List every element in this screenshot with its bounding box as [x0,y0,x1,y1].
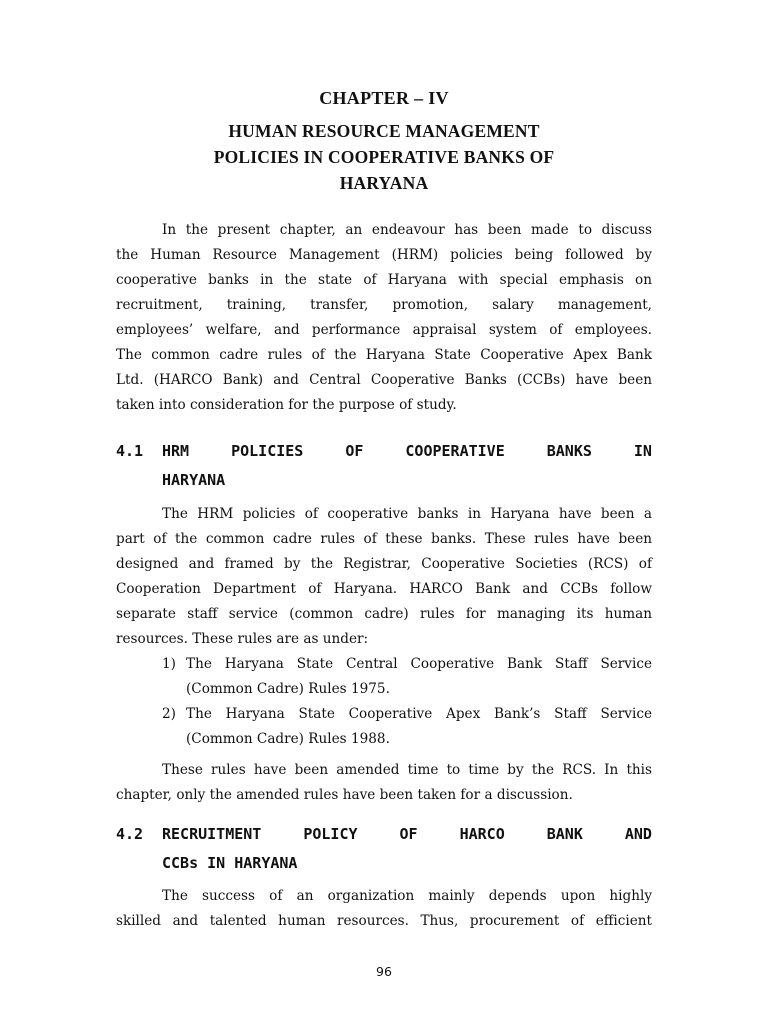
chapter-label: CHAPTER – IV [319,88,449,108]
paragraph-line: In the present chapter, an endeavour has been made to discuss [162,222,652,238]
list-item-number: 2) [162,706,176,722]
section-heading-word: BANKS [546,442,592,460]
chapter-title-line: POLICIES IN COOPERATIVE BANKS OF [213,147,555,167]
list-item [162,652,652,702]
rules-list [162,652,652,752]
section-heading-4-1 [116,437,652,495]
section-heading-word: HARCO [459,825,505,843]
list-item-text: The Haryana State Central Cooperative Bank Staff Service [186,656,652,672]
chapter-title-line: HUMAN RESOURCE MANAGEMENT [228,121,540,141]
list-item-text: The Haryana State Cooperative Apex Bank’s Staff Service [186,706,652,722]
paragraph-line: recruitment, training, transfer, promotion, salary management, [116,297,652,313]
section-heading-line2: HARYANA [162,471,226,489]
paragraph-line: the Human Resource Management (HRM) policies being followed by [116,247,652,263]
paragraph-line: designed and framed by the Registrar, Cooperative Societies (RCS) of [116,556,652,572]
document-page [116,0,652,1024]
section-heading-word: OF [345,442,364,460]
list-item-text: (Common Cadre) Rules 1975. [186,681,390,697]
section-4-2-paragraph [116,884,652,934]
chapter-title-line: HARYANA [339,173,429,193]
paragraph-line: The HRM policies of cooperative banks in Haryana have been a [162,506,652,522]
section-heading-line2: CCBs IN HARYANA [162,854,298,872]
paragraph-line: Cooperation Department of Haryana. HARCO Bank and CCBs follow [116,581,652,597]
paragraph-line: separate staff service (common cadre) rules for managing its human [116,606,652,622]
intro-paragraph [116,218,652,418]
page-number: 96 [376,964,392,979]
section-heading-word: POLICIES [231,442,304,460]
paragraph-line: cooperative banks in the state of Haryana with special emphasis on [116,272,652,288]
section-heading-word: IN [633,442,652,460]
paragraph-line: These rules have been amended time to time by the RCS. In this [162,762,652,778]
section-heading-4-2 [116,820,652,878]
list-item-number: 1) [162,656,176,672]
paragraph-line: The success of an organization mainly depends upon highly [162,888,652,904]
paragraph-line: skilled and talented human resources. Thus, procurement of efficient [116,913,652,929]
section-number: 4.2 [116,825,144,843]
section-4-1-closing-paragraph [116,758,652,808]
list-item-text: (Common Cadre) Rules 1988. [186,731,390,747]
section-number: 4.1 [116,442,144,460]
section-heading-word: OF [399,825,418,843]
paragraph-line: employees’ welfare, and performance appraisal system of employees. [116,322,652,338]
section-heading-word: AND [624,825,652,843]
section-heading-word: POLICY [303,825,358,843]
list-item [162,702,652,752]
paragraph-line: The common cadre rules of the Haryana State Cooperative Apex Bank [116,347,652,363]
chapter-title [116,118,652,196]
section-heading-word: COOPERATIVE [405,442,505,460]
paragraph-line: taken into consideration for the purpose of study. [116,397,457,413]
paragraph-line: resources. These rules are as under: [116,631,369,647]
section-heading-word: 4.1 HRM [116,437,189,466]
paragraph-line: Ltd. (HARCO Bank) and Central Cooperative Banks (CCBs) have been [116,372,652,388]
section-heading-word: 4.2 RECRUITMENT [116,820,261,849]
paragraph-line: chapter, only the amended rules have been taken for a discussion. [116,787,573,803]
section-heading-word: BANK [546,825,583,843]
section-4-1-paragraph [116,502,652,652]
paragraph-line: part of the common cadre rules of these banks. These rules have been [116,531,652,547]
